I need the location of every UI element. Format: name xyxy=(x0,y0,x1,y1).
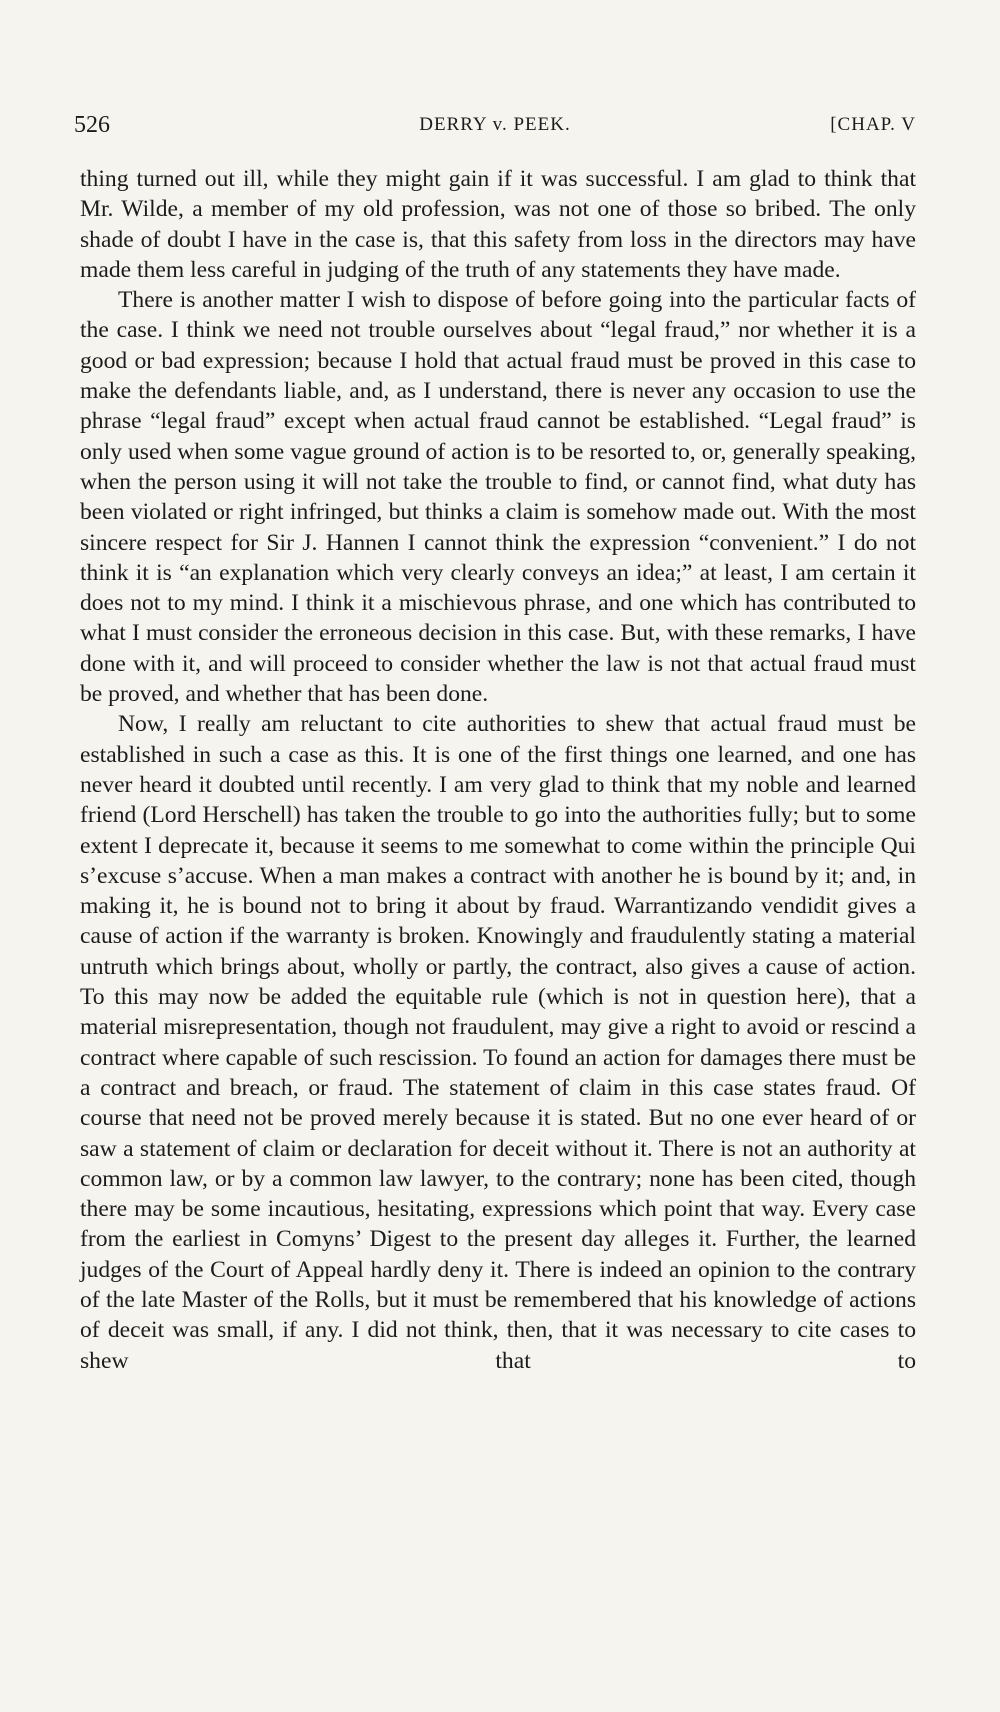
running-header xyxy=(74,112,916,148)
paragraph-2: There is another matter I wish to dispose of before going into the particular facts of the case. I think we need not trouble ourselves about “legal fraud,” nor whether it is a good or bad expression; because I hold that actual fraud must be proved in this case to make the defendants liable, and, as I understand, there is never any occasion to use the phrase “legal fraud” except when actual fraud cannot be established. “Legal fraud” is only used when some vague ground of action is to be resorted to, or, generally speaking, when the person using it will not take the trouble to find, or cannot find, what duty has been violated or right infringed, but thinks a claim is somehow made out. With the most sincere respect for Sir J. Hannen I cannot think the expression “convenient.” I do not think it is “an explanation which very clearly conveys an idea;” at least, I am certain it does not to my mind. I think it a mischievous phrase, and one which has contributed to what I must consider the erroneous decision in this case. But, with these remarks, I have done with it, and will proceed to consider whether the law is not that actual fraud must be proved, and whether that has been done. xyxy=(80,287,916,708)
body-text xyxy=(80,164,916,1376)
running-title: DERRY v. PEEK. xyxy=(419,114,571,135)
paragraph-3: Now, I really am reluctant to cite authorities to shew that actual fraud must be established in such a case as this. It is one of the first things one learned, and one has never heard it doubted until recently. I am very glad to think that my noble and learned friend (Lord Herschell) has taken the trouble to go into the authorities fully; but to some extent I deprecate it, because it seems to me somewhat to come within the principle Qui s’excuse s’accuse. When a man makes a contract with another he is bound by it; and, in making it, he is bound not to bring it about by fraud. Warrantizando vendidit gives a cause of action if the warranty is broken. Knowingly and fraudulently stating a material untruth which brings about, wholly or partly, the contract, also gives a cause of action. To this may now be added the equitable rule (which is not in question here), that a material misrepresentation, though not fraudulent, may give a right to avoid or rescind a contract where capable of such rescission. To found an action for damages there must be a contract and breach, or fraud. The statement of claim in this case states fraud. Of course that need not be proved merely because it is stated. But no one ever heard of or saw a statement of claim or declaration for deceit without it. There is not an authority at common law, or by a common law lawyer, to the contrary; none has been cited, though there may be some incautious, hesitating, expressions which point that way. Every case from the earliest in Comyns’ Digest to the present day alleges it. Further, the learned judges of the Court of Appeal hardly deny it. There is indeed an opinion to the contrary of the late Master of the Rolls, but it must be remembered that his knowledge of actions of deceit was small, if any. I did not think, then, that it was necessary to cite cases to shew that to xyxy=(80,711,916,1374)
chapter-label: [CHAP. V xyxy=(830,114,916,135)
page-number: 526 xyxy=(74,112,110,138)
paragraph-1: thing turned out ill, while they might gain if it was successful. I am glad to think that Mr. Wilde, a member of my old profession, was not one of those so bribed. The only shade of doubt I have in the case is, that this safety from loss in the directors may have made them less careful in judging of the truth of any statements they have made. xyxy=(80,166,916,283)
